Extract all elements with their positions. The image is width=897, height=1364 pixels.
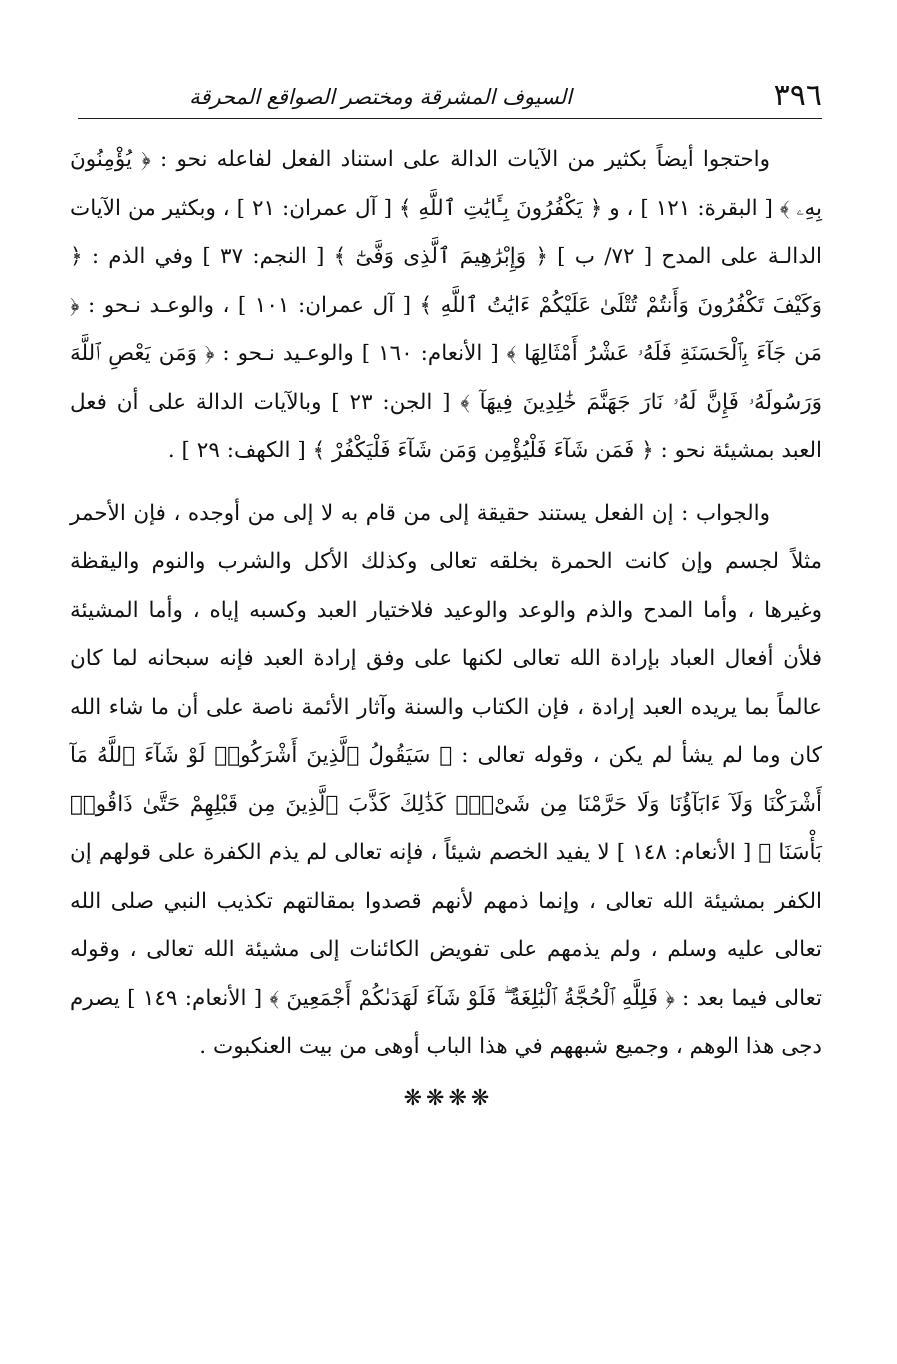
- paragraph-answer: والجواب : إن الفعل يستند حقيقة إلى من قام به لا إلى من أوجده ، فإن الأحمر مثلاً لجسم وإن كانت الحمرة بخلقه تعالى وكذلك الأكل والشرب والنوم واليقظة وغيرها ، وأما المدح والذم والوعد والوعيد فلاختيار العبد وكسبه إياه ، وأما المشيئة فلأن أفعال العباد بإرادة الله تعالى لكنها على وفق إرادة العبد فإنه سبحانه لما كان عالماً بما يريده العبد إرادة ، فإن الكتاب والسنة وآثار الأئمة ناصة على أن ما شاء الله كان وما لم يشأ لم يكن ، وقوله تعالى : ﴿ سَيَقُولُ ٱلَّذِينَ أَشْرَكُوا۟ لَوْ شَآءَ ٱللَّهُ مَآ أَشْرَكْنَا وَلَآ ءَابَآؤُنَا وَلَا حَرَّمْنَا مِن شَىْءٍۢ كَذَٰلِكَ كَذَّبَ ٱلَّذِينَ مِن قَبْلِهِمْ حَتَّىٰ ذَاقُوا۟ بَأْسَنَا ﴾ [ الأنعام: ١٤٨ ] لا يفيد الخصم شيئاً ، فإنه تعالى لم يذم الكفرة على قولهم إن الكفر بمشيئة الله تعالى ، وإنما ذمهم لأنهم قصدوا بمقالتهم تكذيب النبي صلى الله تعالى عليه وسلم ، ولم يذمهم على تفويض الكائنات إلى مشيئة الله تعالى ، وقوله تعالى فيما بعد : ﴿ فَلِلَّهِ ٱلْحُجَّةُ ٱلْبَٰلِغَةُ ۖ فَلَوْ شَآءَ لَهَدَىٰكُمْ أَجْمَعِينَ ﴾ [ الأنعام: ١٤٩ ] يصرم دجى هذا الوهم ، وجميع شبههم في هذا الباب أوهى من بيت العنكبوت .: [70, 500, 822, 1059]
- page-number: ٣٩٦: [773, 78, 822, 113]
- body-text: [70, 136, 822, 1072]
- header-rule: [78, 118, 822, 119]
- running-title: السيوف المشرقة ومختصر الصواقع المحرقة: [189, 85, 572, 109]
- section-end-ornament: ❋❋❋❋: [403, 1086, 494, 1111]
- paragraph-arguments: واحتجوا أيضاً بكثير من الآيات الدالة على استناد الفعل لفاعله نحو : ﴿ يُؤْمِنُونَ بِهِۦ ﴾ [ البقرة: ١٢١ ] ، و ﴿ يَكْفُرُونَ بِـَٔايَٰتِ ٱللَّهِ ﴾ [ آل عمران: ٢١ ] ، وبكثير من الآيات الدالـة على المدح [ ٧٢/ ب ] ﴿ وَإِبْرَٰهِيمَ ٱلَّذِى وَفَّىٰٓ ﴾ [ النجم: ٣٧ ] وفي الذم : ﴿ وَكَيْفَ تَكْفُرُونَ وَأَنتُمْ تُتْلَىٰ عَلَيْكُمْ ءَايَٰتُ ٱللَّهِ ﴾ [ آل عمران: ١٠١ ] ، والوعـد نـحو : ﴿ مَن جَآءَ بِٱلْحَسَنَةِ فَلَهُۥ عَشْرُ أَمْثَالِهَا ﴾ [ الأنعام: ١٦٠ ] والوعـيد نـحو : ﴿ وَمَن يَعْصِ ٱللَّهَ وَرَسُولَهُۥ فَإِنَّ لَهُۥ نَارَ جَهَنَّمَ خَٰلِدِينَ فِيهَآ ﴾ [ الجن: ٢٣ ] وبالآيات الدالة على أن فعل العبد بمشيئة نحو : ﴿ فَمَن شَآءَ فَلْيُؤْمِن وَمَن شَآءَ فَلْيَكْفُرْ ﴾ [ الكهف: ٢٩ ] .: [70, 147, 823, 463]
- page-header: [70, 76, 822, 120]
